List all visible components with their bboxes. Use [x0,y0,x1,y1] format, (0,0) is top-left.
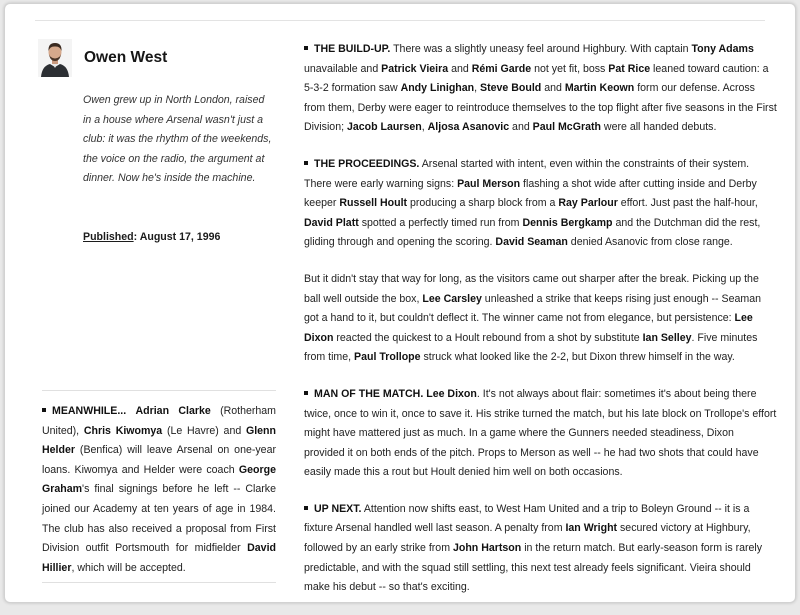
published-label[interactable]: Published [83,231,134,243]
section-build-up [304,40,777,138]
player-name: Dennis Bergkamp [522,216,613,229]
player-name: Martin Keown [564,82,635,95]
article-frame [4,3,796,603]
player-name: Russell Hoult [339,197,408,210]
section-proceedings [304,155,777,253]
section-heading: UP NEXT. [314,502,362,515]
sidebar-top-divider [42,390,276,391]
article-body [304,40,777,615]
player-name: Paul McGrath [532,121,601,134]
player-name: Pat Rice [608,62,651,75]
section-text: Arsenal started with intent, even within the constraints of their system. There were early warning signs: Paul Merson flashing a shot wide after cutting inside and Derby keeper Russell Hoult producing a sharp block from a Ray Parlour effort. Just past the half-hour, David Platt spotted a perfectly timed run from Dennis Bergkamp and the Dutchman did the rest, gliding through and opening the scoring. David Seaman denied Asanovic from close range. [304,157,761,249]
section-heading: THE BUILD-UP. [314,43,391,55]
player-name: Ian Selley [642,331,692,344]
section-text: But it didn't stay that way for long, as the visitors came out sharper after the break. Picking up the ball well outside the box, Lee Carsley unleashed a strike that keeps rising just enough -- Seaman got a hand to it, but couldn't deflect it. The winner came not from elegance, but persistence: Lee Dixon reacted the quickest to a Hoult rebound from a shot by substitute Ian Selley. Five minutes from time, Paul Trollope struck what looked like the 2-2, but Dixon threw himself in the way. [304,272,761,364]
section-text: Attention now shifts east, to West Ham United and a trip to Boleyn Ground -- it is a fixture Arsenal handled well last season. A penalty from Ian Wright secured victory at Highbury, followed by an early strike from John Hartson in the return match. But early-season form is rarely predictable, and with the squad still settling, this next test already feels significant. Vieira should make his debut -- so that's exciting. [304,502,763,594]
player-name: David Hillier [42,542,276,574]
author-name: Owen West [84,49,168,66]
player-name: Tony Adams [691,43,754,55]
player-name: Lee Carsley [422,292,482,305]
section-second-half [304,270,777,368]
player-name: David Platt [304,216,359,229]
player-name: Chris Kiwomya [83,424,163,437]
sidebar-heading: MEANWHILE... [52,405,127,417]
player-name: Lee Dixon [426,387,477,400]
top-divider [35,20,765,21]
player-name: David Seaman [495,236,568,249]
player-name: John Hartson [452,542,522,555]
player-name: Steve Bould [480,82,542,95]
section-text: Lee Dixon. It's not always about flair: sometimes it's about being there twice, once to win it, once to save it. His strike turned the match, but his late block on Trollope's effort might have mattered just as much. In a game where the Gunners needed steadiness, Dixon provided it on both ends of the pitch. Props to Merson as well -- he had two shots that could have easily made this a rout but Hoult denied him well on both occasions. [304,387,777,479]
section-text: There was a slightly uneasy feel around Highbury. With captain Tony Adams unavailable and Patrick Vieira and Rémi Garde not yet fit, boss Pat Rice leaned toward caution: a 5-3-2 formation saw Andy Linighan, Steve Bould and Martin Keown form our defense. Across from them, Derby were eager to reintroduce themselves to the top flight after five seasons in the First Division; Jacob Laursen, Aljosa Asanovic and Paul McGrath were all handed debuts. [304,43,777,134]
player-name: Adrian Clarke [135,405,211,417]
player-name: Glenn Helder [42,424,277,457]
bullet-square-icon [304,46,308,50]
player-name: Rémi Garde [471,62,532,75]
player-name: Aljosa Asanovic [427,121,510,134]
bullet-square-icon [304,391,308,395]
player-name: Lee Dixon [304,312,753,344]
author-avatar [38,39,72,77]
player-name: Andy Linighan [400,82,475,95]
section-heading: THE PROCEEDINGS. [314,157,420,170]
sidebar-text: Adrian Clarke (Rotherham United), Chris Kiwomya (Le Havre) and Glenn Helder (Benfica) will leave Arsenal on one-year loans. Kiwomya and Helder were coach George Graham's final signings before he left -- Clarke joined our Academy at ten years of age in 1984. The club has also received a proposal from First Division outfit Portsmouth for midfielder David Hillier, which will be accepted. [42,405,277,574]
bullet-square-icon [42,408,46,412]
player-name: Patrick Vieira [381,62,449,75]
published-date: August 17, 1996 [139,231,221,243]
player-name: Ray Parlour [558,197,618,210]
section-heading: MAN OF THE MATCH. [314,387,424,400]
player-name: Ian Wright [565,522,618,535]
sidebar-meanwhile [42,402,276,578]
player-name: Paul Merson [457,177,521,190]
author-bio: Owen grew up in North London, raised in a house where Arsenal wasn't just a club: it was the rhythm of the weekends, the voice on the radio, the argument at dinner. Now he's inside the machine. [83,94,272,185]
player-name: Paul Trollope [354,351,421,364]
published-line: Published: August 17, 1996 [83,231,221,243]
bullet-square-icon [304,161,308,165]
bullet-square-icon [304,506,308,510]
section-up-next [304,500,777,598]
section-man-of-the-match [304,385,777,483]
sidebar-bottom-divider [42,582,276,583]
player-name: Jacob Laursen [346,121,422,134]
player-name: George Graham [42,463,276,496]
